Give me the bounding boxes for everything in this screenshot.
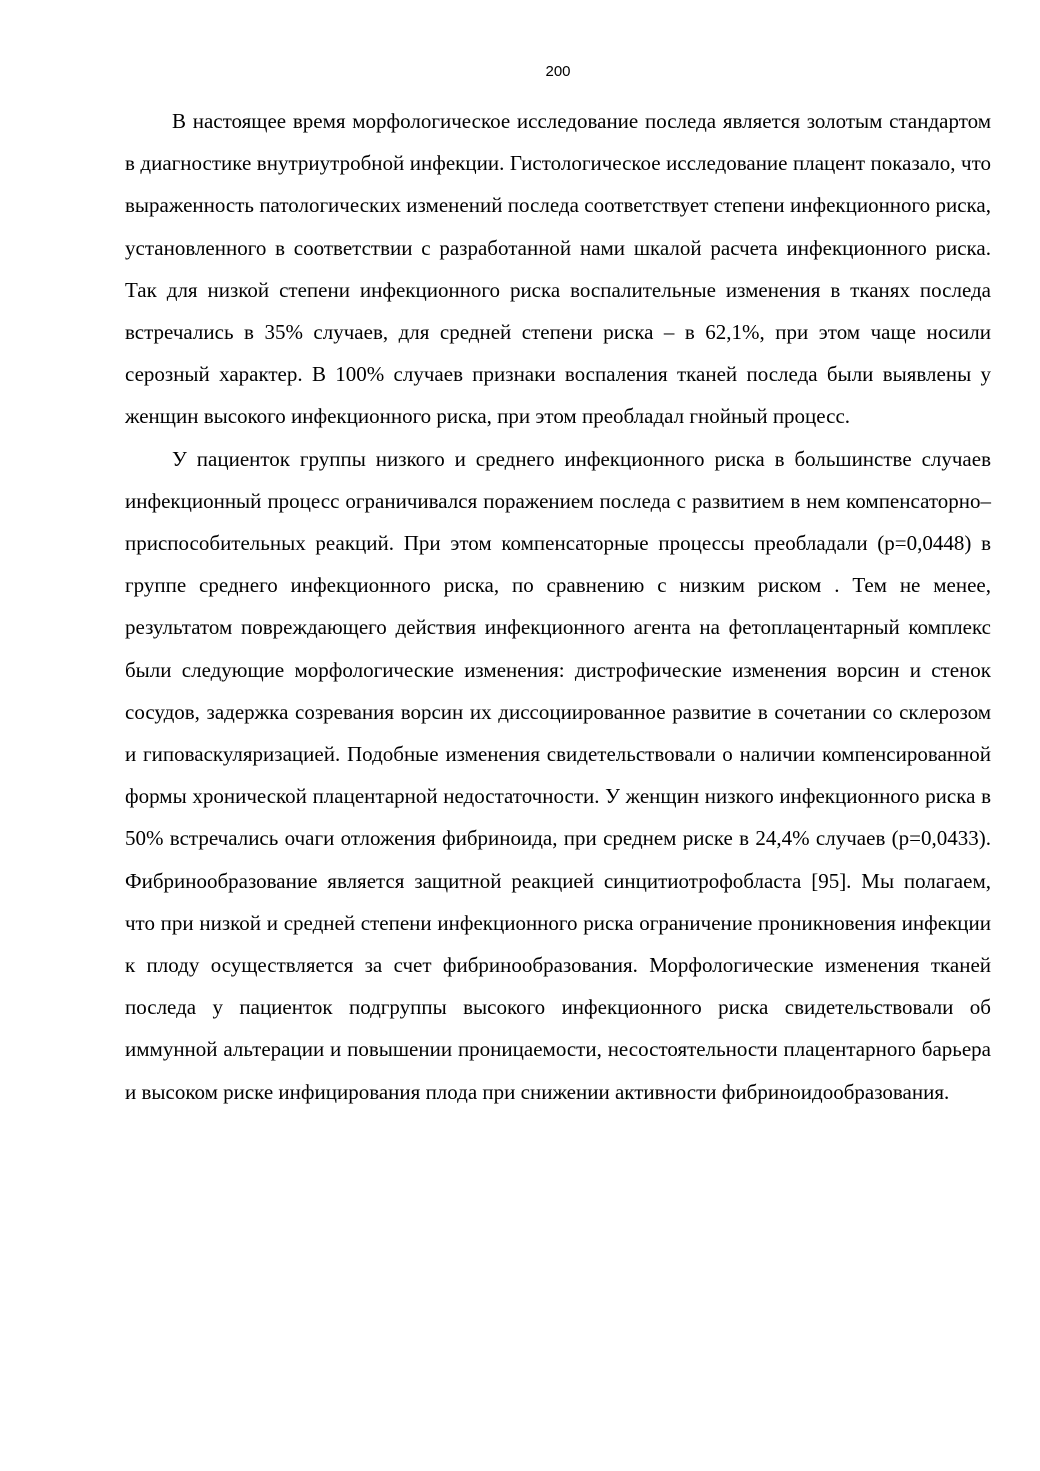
page-number: 200 (545, 63, 571, 80)
paragraph-risk-groups: У пациенток группы низкого и среднего инфекционного риска в большинстве случаев инфекционный процесс ограничивался поражением последа с развитием в нем компенсаторно–приспособительных реакций. При этом компенсаторные процессы преобладали (p=0,0448) в группе среднего инфекционного риска, по сравнению с низким риском . Тем не менее, результатом повреждающего действия инфекционного агента на фетоплацентарный комплекс были следующие морфологические изменения: дистрофические изменения ворсин и стенок сосудов, задержка созревания ворсин их диссоциированное развитие в сочетании со склерозом и гиповаскуляризацией. Подобные изменения свидетельствовали о наличии компенсированной формы хронической плацентарной недостаточности. У женщин низкого инфекционного риска в 50% встречались очаги отложения фибриноида, при среднем риске в 24,4% случаев (p=0,0433). Фибринообразование является защитной реакцией синцитиотрофобласта [95]. Мы полагаем, что при низкой и средней степени инфекционного риска ограничение проникновения инфекции к плоду осуществляется за счет фибринообразования. Морфологические изменения тканей последа у пациенток подгруппы высокого инфекционного риска свидетельствовали об иммунной альтерации и повышении проницаемости, несостоятельности плацентарного барьера и высоком риске инфицирования плода при снижении активности фибриноидообразования. (125, 446, 991, 1104)
paragraph-morphology-intro: В настоящее время морфологическое исследование последа является золотым стандартом в диагностике внутриутробной инфекции. Гистологическое исследование плацент показало, что выраженность патологических изменений последа соответствует степени инфекционного риска, установленного в соответствии с разработанной нами шкалой расчета инфекционного риска. Так для низкой степени инфекционного риска воспалительные изменения в тканях последа встречались в 35% случаев, для средней степени риска – в 62,1%, при этом чаще носили серозный характер. В 100% случаев признаки воспаления тканей последа были выявлены у женщин высокого инфекционного риска, при этом преобладал гнойный процесс. (125, 109, 991, 429)
page-body (125, 100, 991, 1113)
